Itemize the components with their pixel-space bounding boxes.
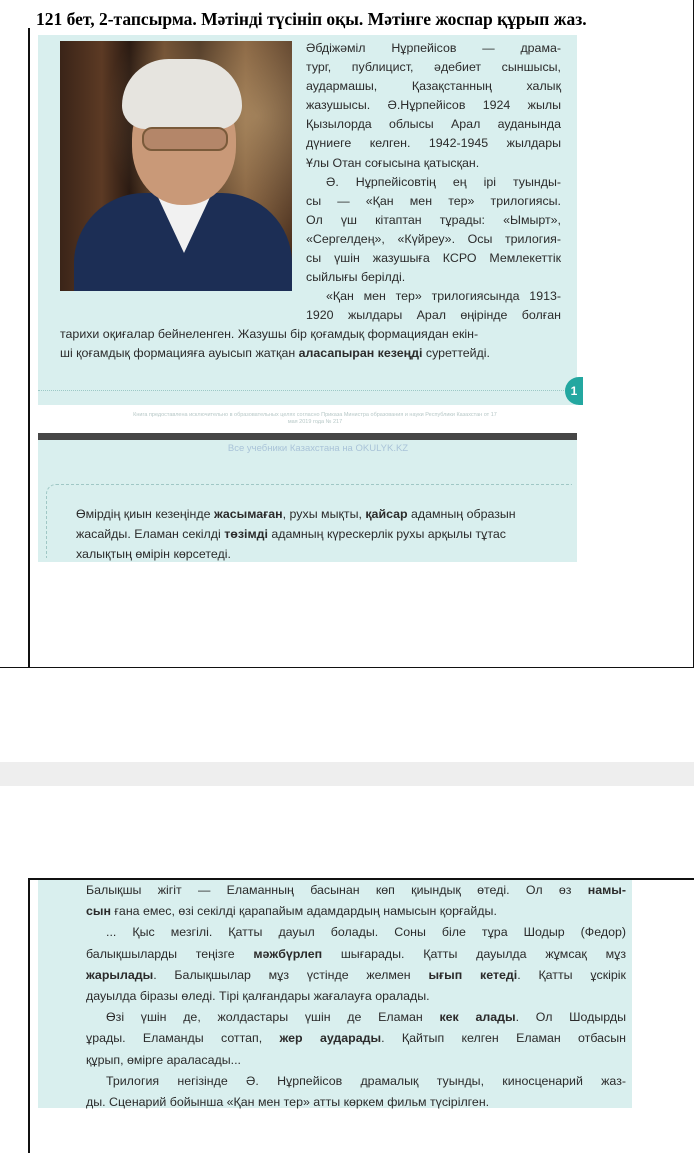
text-run: Балықшы жігіт — Еламанның басынан көп қиындық өтеді. Ол өз xyxy=(86,883,588,897)
portrait-hair xyxy=(122,59,242,129)
textbook-excerpt-panel xyxy=(38,35,577,405)
plot-line: ... Қыс мезгілі. Қатты дауыл болады. Соны біле тұра Шодыр (Федор) xyxy=(106,925,626,940)
bio-line xyxy=(60,344,568,363)
text-run: шығарады. Қатты дауылда жұмсақ мұз xyxy=(322,946,626,961)
bold-term: сын xyxy=(86,904,111,919)
plot-line xyxy=(86,1028,626,1049)
text-run: балықшыларды теңізге xyxy=(86,946,254,961)
biography-text-continued xyxy=(60,325,568,363)
bio-line: Ұлы Отан соғысына қатысқан. xyxy=(306,155,480,170)
plot-line xyxy=(86,944,626,965)
plot-line: дауылда біразы өледі. Тірі қалғандары жағалауға оралады. xyxy=(86,989,430,1004)
task-heading: 121 бет, 2-тапсырма. Мәтінді түсініп оқы. Мәтінге жоспар құрып жаз. xyxy=(36,9,587,29)
bio-line: «Сергелдең», «Күйреу». Осы трилогия- xyxy=(306,231,561,246)
plot-line: құрып, өмірге араласады... xyxy=(86,1052,241,1067)
text-run: . Қатты ұскірік xyxy=(517,967,626,982)
page-edge-bar xyxy=(38,433,577,440)
plot-line: Трилогия негізінде Ә. Нұрпейісов драмалық туынды, киносценарий жаз- xyxy=(106,1073,626,1088)
bio-line: «Қан мен тер» трилогиясында 1913- xyxy=(326,289,561,304)
bio-line: жазушысы. Ә.Нұрпейісов 1924 жылы xyxy=(306,98,561,113)
text-run: адамның образын xyxy=(407,507,516,521)
plot-line xyxy=(86,965,626,986)
bio-line: сыйлығы берілді. xyxy=(306,270,406,285)
plot-line xyxy=(86,1007,626,1028)
plot-summary-text xyxy=(86,880,626,1113)
bold-term: жарылады xyxy=(86,967,154,982)
bold-term: төзімді xyxy=(224,527,268,541)
summary-line xyxy=(76,504,576,524)
page-divider xyxy=(0,762,694,786)
bold-term: қайсар xyxy=(365,507,408,521)
bio-line: Ә. Нұрпейісовтің ең ірі туынды- xyxy=(326,174,561,189)
biography-text xyxy=(306,39,561,325)
bold-term: жер аударады xyxy=(279,1031,382,1046)
footer-note: Книга предоставлена исключительно в образовательных целях согласно Приказа Министра образования и науки Республики Казахстан от 17 мая 2019 года № 217 xyxy=(133,412,497,425)
watermark-text: Все учебники Казахстана на OKULYK.KZ xyxy=(227,443,409,454)
bold-term: ығып кетеді xyxy=(428,967,518,982)
dotted-divider xyxy=(38,390,566,391)
bio-line: Ол үш кітаптан тұрады: «Ымырт», xyxy=(306,212,561,227)
portrait-glasses xyxy=(142,127,228,151)
text-run: адамның күрескерлік рухы арқылы тұтас xyxy=(267,527,506,541)
bio-text: суреттейді. xyxy=(422,346,490,361)
bio-line: 1920 жылдары Арал өңірінде болған xyxy=(306,308,561,323)
text-run: . Балықшылар мұз үстінде желмен xyxy=(153,967,429,982)
bold-term: жасымаған xyxy=(213,507,283,521)
bio-line: сы үшін жазушыға КСРО Мемлекеттік xyxy=(306,251,561,266)
bio-line: Қызылорда облысы Арал ауданында xyxy=(306,117,561,132)
text-run: жасайды. Еламан секілді xyxy=(76,527,225,541)
page-left-border xyxy=(28,28,30,668)
text-run: , рухы мықты, xyxy=(282,507,366,521)
page-number-badge: 1 xyxy=(565,377,583,405)
page-2-left-border xyxy=(28,878,30,1153)
bold-term: мәжбүрлеп xyxy=(253,946,323,961)
text-run: ұрады. Еламанды соттап, xyxy=(86,1031,280,1046)
bio-text: ші қоғамдық формацияға ауысып жатқан xyxy=(60,346,299,361)
bio-line: тарихи оқиғалар бейнеленген. Жазушы бір қоғамдық формациядан екін- xyxy=(60,327,479,341)
text-run: ғана емес, өзі секілді қарапайым адамдардың намысын қорғайды. xyxy=(110,904,497,919)
textbook-excerpt-panel-3 xyxy=(38,880,632,1108)
bold-term: кек алады xyxy=(439,1010,516,1025)
text-run: Өзі үшін де, жолдастары үшін де Еламан xyxy=(106,1010,440,1025)
plot-line xyxy=(86,901,626,922)
bio-line: тург, публицист, әдебиет сыншысы, xyxy=(306,60,561,75)
text-run: . Ол Шодырды xyxy=(515,1010,626,1025)
plot-line: ды. Сценарий бойынша «Қан мен тер» атты көркем фильм түсірілген. xyxy=(86,1095,490,1110)
author-portrait-photo xyxy=(60,41,292,291)
bio-line: Әбдіжәміл Нұрпейісов — драма- xyxy=(306,41,561,55)
summary-line: халықтың өмірін көрсетеді. xyxy=(76,547,231,561)
text-run: Өмірдің қиын кезеңінде xyxy=(76,507,214,521)
summary-line xyxy=(76,524,576,544)
bold-term: намы- xyxy=(587,883,626,897)
plot-line xyxy=(86,880,626,901)
bio-line: дүниеге келген. 1942-1945 жылдары xyxy=(306,136,561,151)
summary-text xyxy=(76,504,576,564)
bio-line: аудармашы, Қазақстанның халық xyxy=(306,79,561,94)
text-run: . Қайтып келген Еламан отбасын xyxy=(381,1031,626,1046)
bio-line: сы — «Қан мен тер» трилогиясы. xyxy=(306,193,561,208)
bold-term: аласапыран кезеңді xyxy=(298,346,423,361)
